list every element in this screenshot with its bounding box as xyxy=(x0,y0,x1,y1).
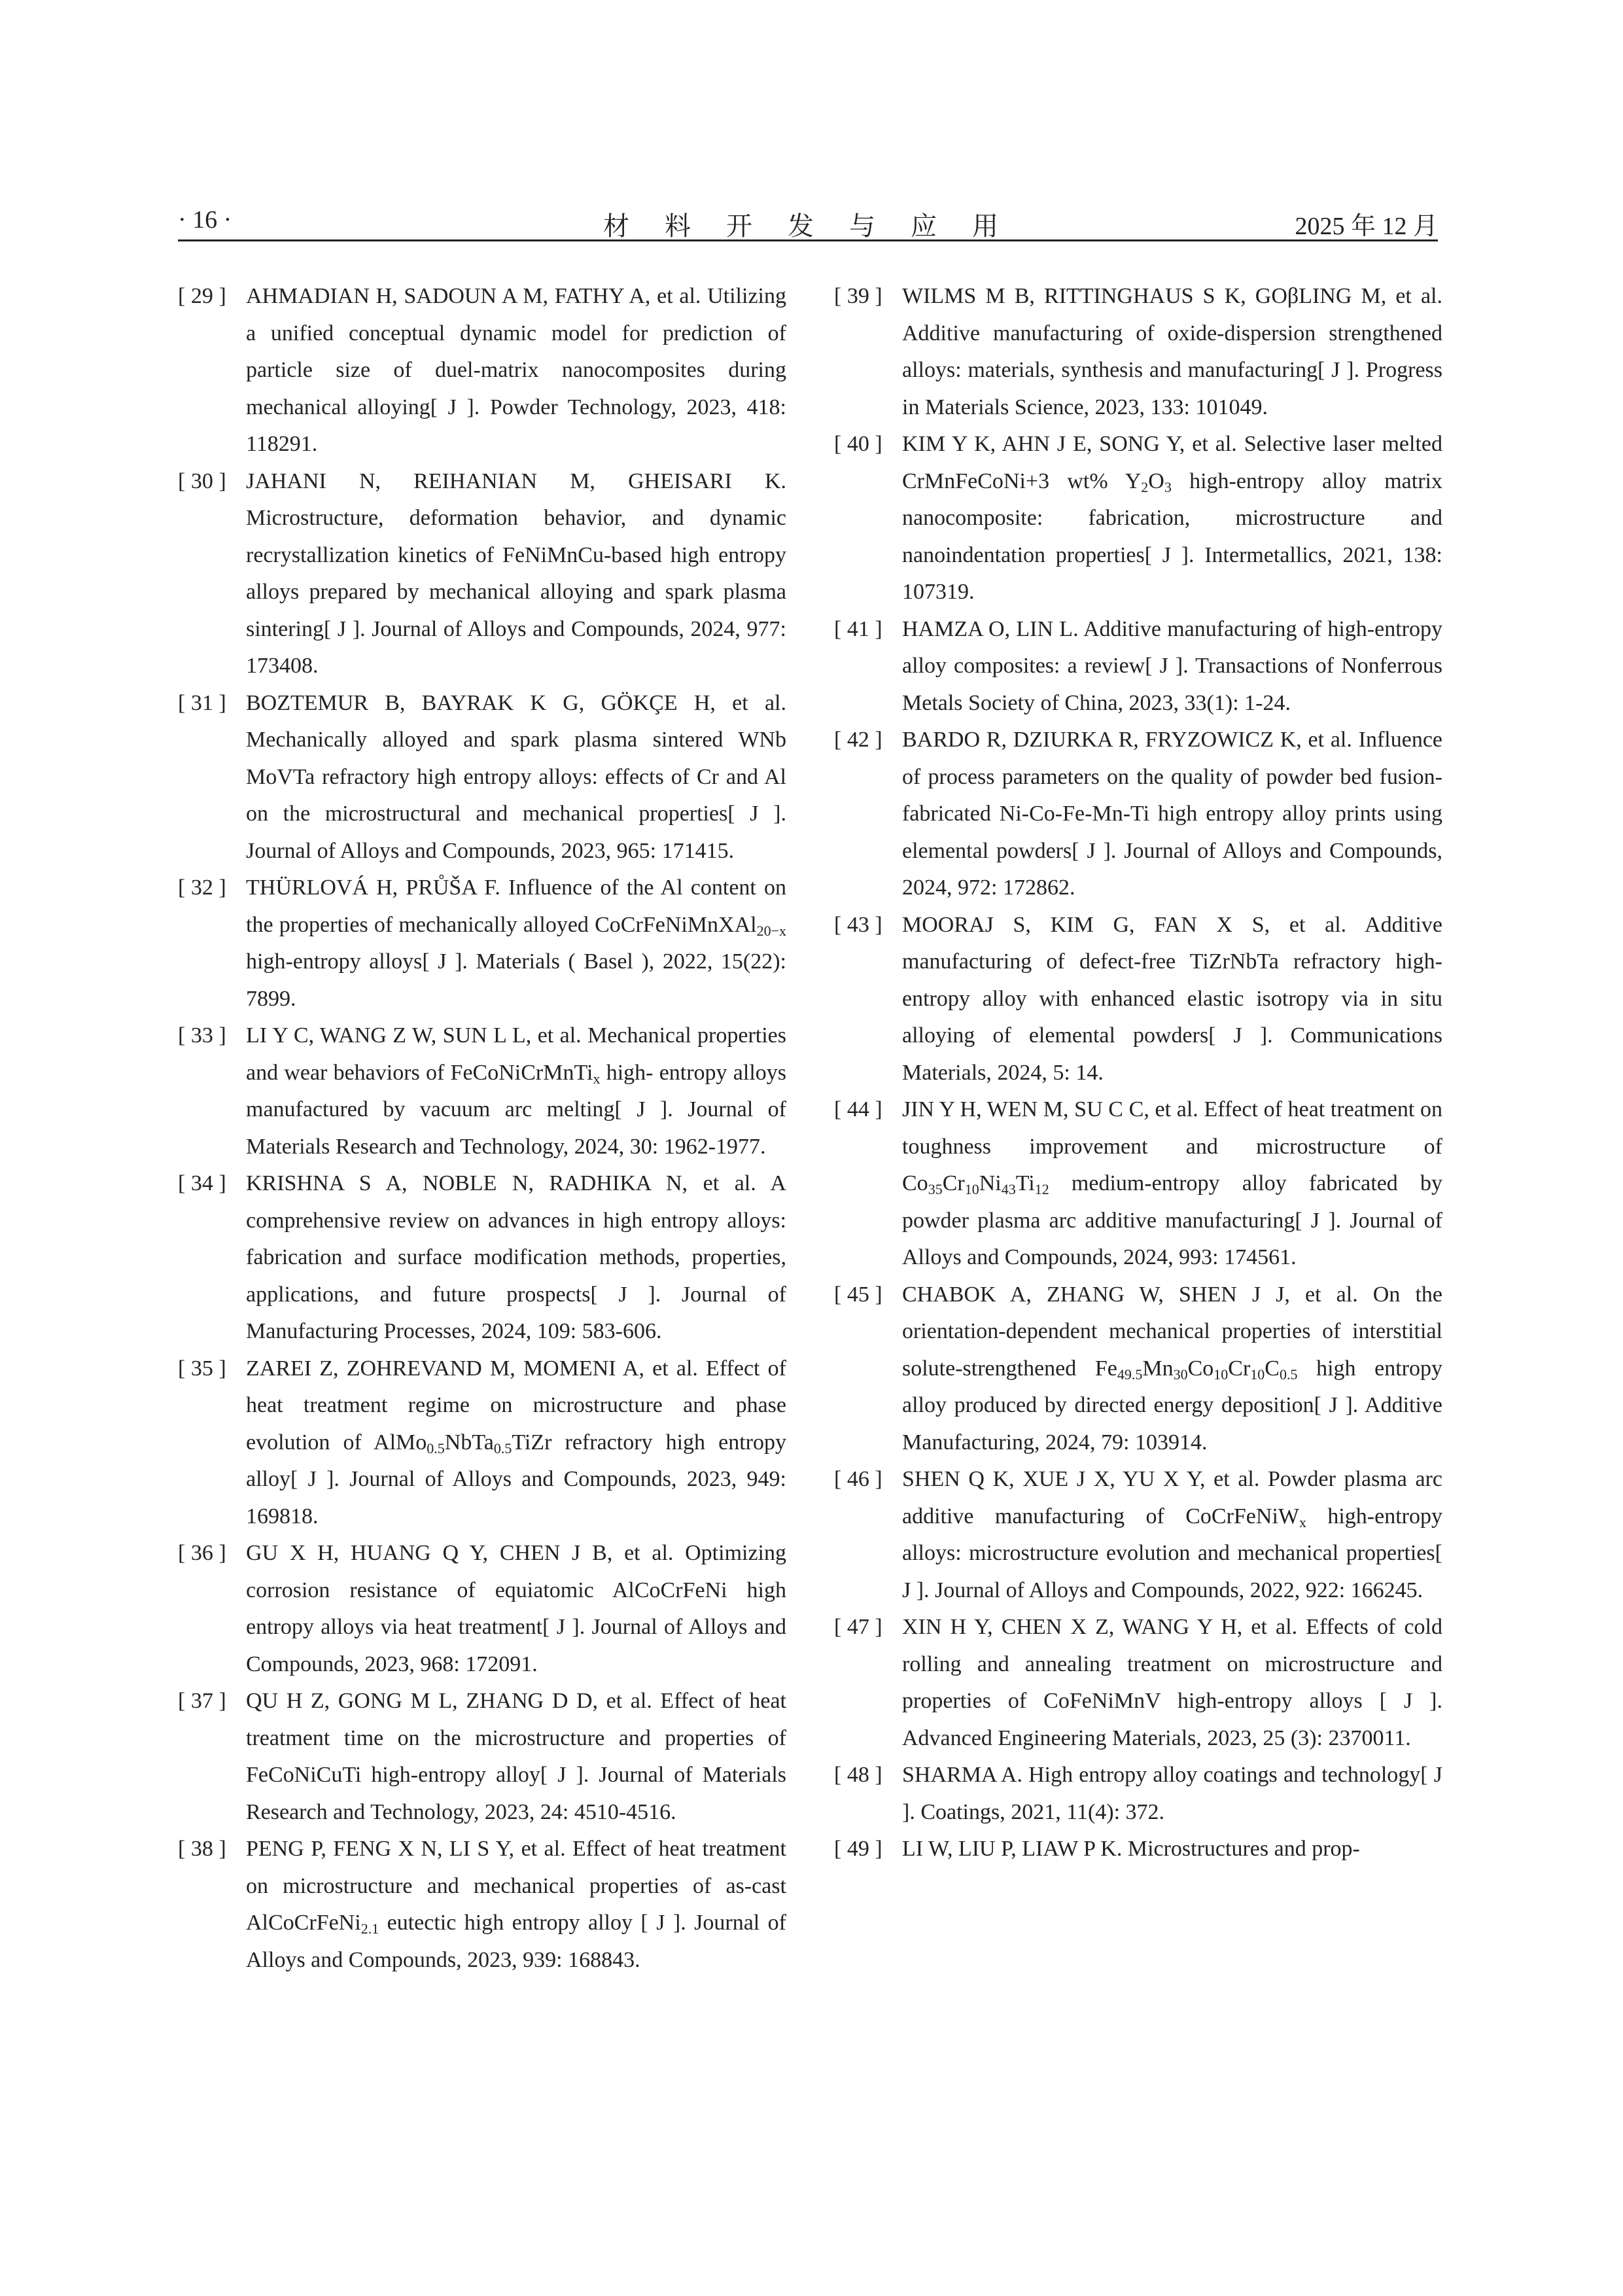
reference-text: BARDO R, DZIURKA R, FRYZOWICZ K, et al. Influence of process parameters on the quality of powder bed fusion-fabricated Ni-Co-Fe-Mn-Ti high entropy alloy prints using elemental powders[ J ]. Journal of Alloys and Compounds, 2024, 972: 172862. xyxy=(902,728,1442,900)
reference-text: HAMZA O, LIN L. Additive manufacturing of high-entropy alloy composites: a review[ J ]. Transactions of Nonferrous Metals Society of China, 2023, 33(1): 1-24. xyxy=(902,616,1442,715)
reference-item xyxy=(178,685,786,870)
reference-text: WILMS M B, RITTINGHAUS S K, GOβLING M, et al. Additive manufacturing of oxide-dispersion strengthened alloys: materials, synthesis and manufacturing[ J ]. Progress in Materials Science, 2023, 133: 101049. xyxy=(902,284,1442,419)
reference-text: AHMADIAN H, SADOUN A M, FATHY A, et al. Utilizing a unified conceptual dynamic model for prediction of particle size of duel-matrix nanocomposites during mechanical alloying[ J ]. Powder Technology, 2023, 418: 118291. xyxy=(246,284,786,456)
reference-item xyxy=(834,426,1442,611)
reference-text: GU X H, HUANG Q Y, CHEN J B, et al. Optimizing corrosion resistance of equiatomic AlCoCrFeNi high entropy alloys via heat treatment[ J ]. Journal of Alloys and Compounds, 2023, 968: 172091. xyxy=(246,1541,786,1676)
reference-text: JIN Y H, WEN M, SU C C, et al. Effect of heat treatment on toughness improvement and microstructure of $Co_{35}Cr_{10}Ni_{43}Ti_{12}$ medium-entropy alloy fabricated by powder plasma arc additive manufacturing[ J ]. Journal of Alloys and Compounds, 2024, 993: 174561. xyxy=(902,1097,1442,1269)
reference-item xyxy=(178,278,786,463)
reference-number: [ 43 ] xyxy=(834,912,882,937)
reference-number: [ 39 ] xyxy=(834,284,882,308)
reference-item xyxy=(834,1757,1442,1831)
reference-text: QU H Z, GONG M L, ZHANG D D, et al. Effect of heat treatment time on the microstructure and properties of FeCoNiCuTi high-entropy alloy[ J ]. Journal of Materials Research and Technology, 2023, 24: 4510-4516. xyxy=(246,1689,786,1824)
reference-number: [ 46 ] xyxy=(834,1467,882,1491)
reference-number: [ 35 ] xyxy=(178,1356,226,1381)
references-left-column xyxy=(178,278,786,1979)
reference-item xyxy=(834,611,1442,722)
reference-item xyxy=(178,1017,786,1165)
reference-text: LI W, LIU P, LIAW P K. Microstructures and prop- xyxy=(902,1837,1360,1861)
reference-item xyxy=(178,870,786,1017)
reference-number: [ 48 ] xyxy=(834,1763,882,1787)
reference-number: [ 38 ] xyxy=(178,1837,226,1861)
reference-text: JAHANI N, REIHANIAN M, GHEISARI K. Microstructure, deformation behavior, and dynamic recrystallization kinetics of FeNiMnCu-based high entropy alloys prepared by mechanical alloying and spark plasma sintering[ J ]. Journal of Alloys and Compounds, 2024, 977: 173408. xyxy=(246,468,786,678)
reference-text: SHARMA A. High entropy alloy coatings and technology[ J ]. Coatings, 2021, 11(4): 372. xyxy=(902,1763,1442,1824)
reference-number: [ 49 ] xyxy=(834,1837,882,1861)
reference-text: THÜRLOVÁ H, PRŮŠA F. Influence of the Al content on the properties of mechanically alloyed CoCrFeNiMnXAl$_{20-x}$ high-entropy alloys[ J ]. Materials ( Basel ), 2022, 15(22): 7899. xyxy=(246,875,786,1011)
reference-item xyxy=(834,1609,1442,1757)
reference-number: [ 32 ] xyxy=(178,875,226,900)
reference-item xyxy=(834,1461,1442,1609)
reference-item xyxy=(834,1277,1442,1462)
reference-item xyxy=(834,907,1442,1092)
reference-text: MOORAJ S, KIM G, FAN X S, et al. Additive manufacturing of defect-free TiZrNbTa refractory high-entropy alloy with enhanced elastic isotropy via in situ alloying of elemental powders[ J ]. Communications Materials, 2024, 5: 14. xyxy=(902,912,1442,1085)
reference-text: ZAREI Z, ZOHREVAND M, MOMENI A, et al. Effect of heat treatment regime on microstructure and phase evolution of AlMo$_{0.5}$NbTa$_{0.5}$TiZr refractory high entropy alloy[ J ]. Journal of Alloys and Compounds, 2023, 949: 169818. xyxy=(246,1356,786,1528)
reference-text: PENG P, FENG X N, LI S Y, et al. Effect of heat treatment on microstructure and mechanical properties of as-cast AlCoCrFeNi$_{2.1}$ eutectic high entropy alloy [ J ]. Journal of Alloys and Compounds, 2023, 939: 168843. xyxy=(246,1837,786,1972)
reference-item xyxy=(178,1351,786,1536)
reference-item xyxy=(834,278,1442,426)
reference-number: [ 45 ] xyxy=(834,1282,882,1307)
reference-number: [ 47 ] xyxy=(834,1615,882,1639)
reference-number: [ 36 ] xyxy=(178,1541,226,1565)
reference-number: [ 37 ] xyxy=(178,1689,226,1713)
reference-item xyxy=(178,1165,786,1351)
reference-item xyxy=(834,1091,1442,1277)
reference-number: [ 30 ] xyxy=(178,468,226,493)
reference-number: [ 31 ] xyxy=(178,690,226,715)
reference-item xyxy=(178,463,786,685)
reference-number: [ 41 ] xyxy=(834,616,882,641)
reference-text: KRISHNA S A, NOBLE N, RADHIKA N, et al. A comprehensive review on advances in high entropy alloys: fabrication and surface modification methods, properties, applications, and future prospects[ J ]. Journal of Manufacturing Processes, 2024, 109: 583-606. xyxy=(246,1171,786,1343)
reference-item xyxy=(834,722,1442,907)
reference-text: LI Y C, WANG Z W, SUN L L, et al. Mechanical properties and wear behaviors of FeCoNiCrMnTi$_x$ high- entropy alloys manufactured by vacuum arc melting[ J ]. Journal of Materials Research and Technology, 2024, 30: 1962-1977. xyxy=(246,1023,786,1159)
reference-text: XIN H Y, CHEN X Z, WANG Y H, et al. Effects of cold rolling and annealing treatment on microstructure and properties of CoFeNiMnV high-entropy alloys [ J ]. Advanced Engineering Materials, 2023, 25 (3): 2370011. xyxy=(902,1615,1442,1750)
reference-number: [ 33 ] xyxy=(178,1023,226,1048)
reference-text: CHABOK A, ZHANG W, SHEN J J, et al. On the orientation-dependent mechanical properties of interstitial solute-strengthened $Fe_{49.5}Mn_{30}Co_{10}Cr_{10}C_{0.5}$ high entropy alloy produced by directed energy deposition[ J ]. Additive Manufacturing, 2024, 79: 103914. xyxy=(902,1282,1442,1455)
journal-title: 材 料 开 发 与 应 用 xyxy=(603,211,1013,241)
page-number: · 16 · xyxy=(178,206,232,234)
references-right-column xyxy=(834,278,1442,1868)
reference-text: KIM Y K, AHN J E, SONG Y, et al. Selective laser melted CrMnFeCoNi+3 wt% $Y_2O_3$ high-entropy alloy matrix nanocomposite: fabrication, microstructure and nanoindentation properties[ J ]. Intermetallics, 2021, 138: 107319. xyxy=(902,432,1442,604)
reference-item xyxy=(834,1831,1442,1868)
reference-number: [ 34 ] xyxy=(178,1171,226,1195)
reference-number: [ 40 ] xyxy=(834,432,882,456)
reference-number: [ 29 ] xyxy=(178,284,226,308)
reference-text: BOZTEMUR B, BAYRAK K G, GÖKÇE H, et al. Mechanically alloyed and spark plasma sintered WNb MoVTa refractory high entropy alloys: effects of Cr and Al on the microstructural and mechanical properties[ J ]. Journal of Alloys and Compounds, 2023, 965: 171415. xyxy=(246,690,786,863)
issue-date: 2025 年 12 月 xyxy=(1295,213,1438,240)
reference-text: SHEN Q K, XUE J X, YU X Y, et al. Powder plasma arc additive manufacturing of CoCrFeNiW$_x$ high-entropy alloys: microstructure evolution and mechanical properties[ J ]. Journal of Alloys and Compounds, 2022, 922: 166245. xyxy=(902,1467,1442,1602)
reference-number: [ 42 ] xyxy=(834,728,882,752)
reference-number: [ 44 ] xyxy=(834,1097,882,1122)
reference-item xyxy=(178,1683,786,1831)
reference-item xyxy=(178,1535,786,1683)
running-header xyxy=(178,200,1438,241)
reference-item xyxy=(178,1831,786,1979)
